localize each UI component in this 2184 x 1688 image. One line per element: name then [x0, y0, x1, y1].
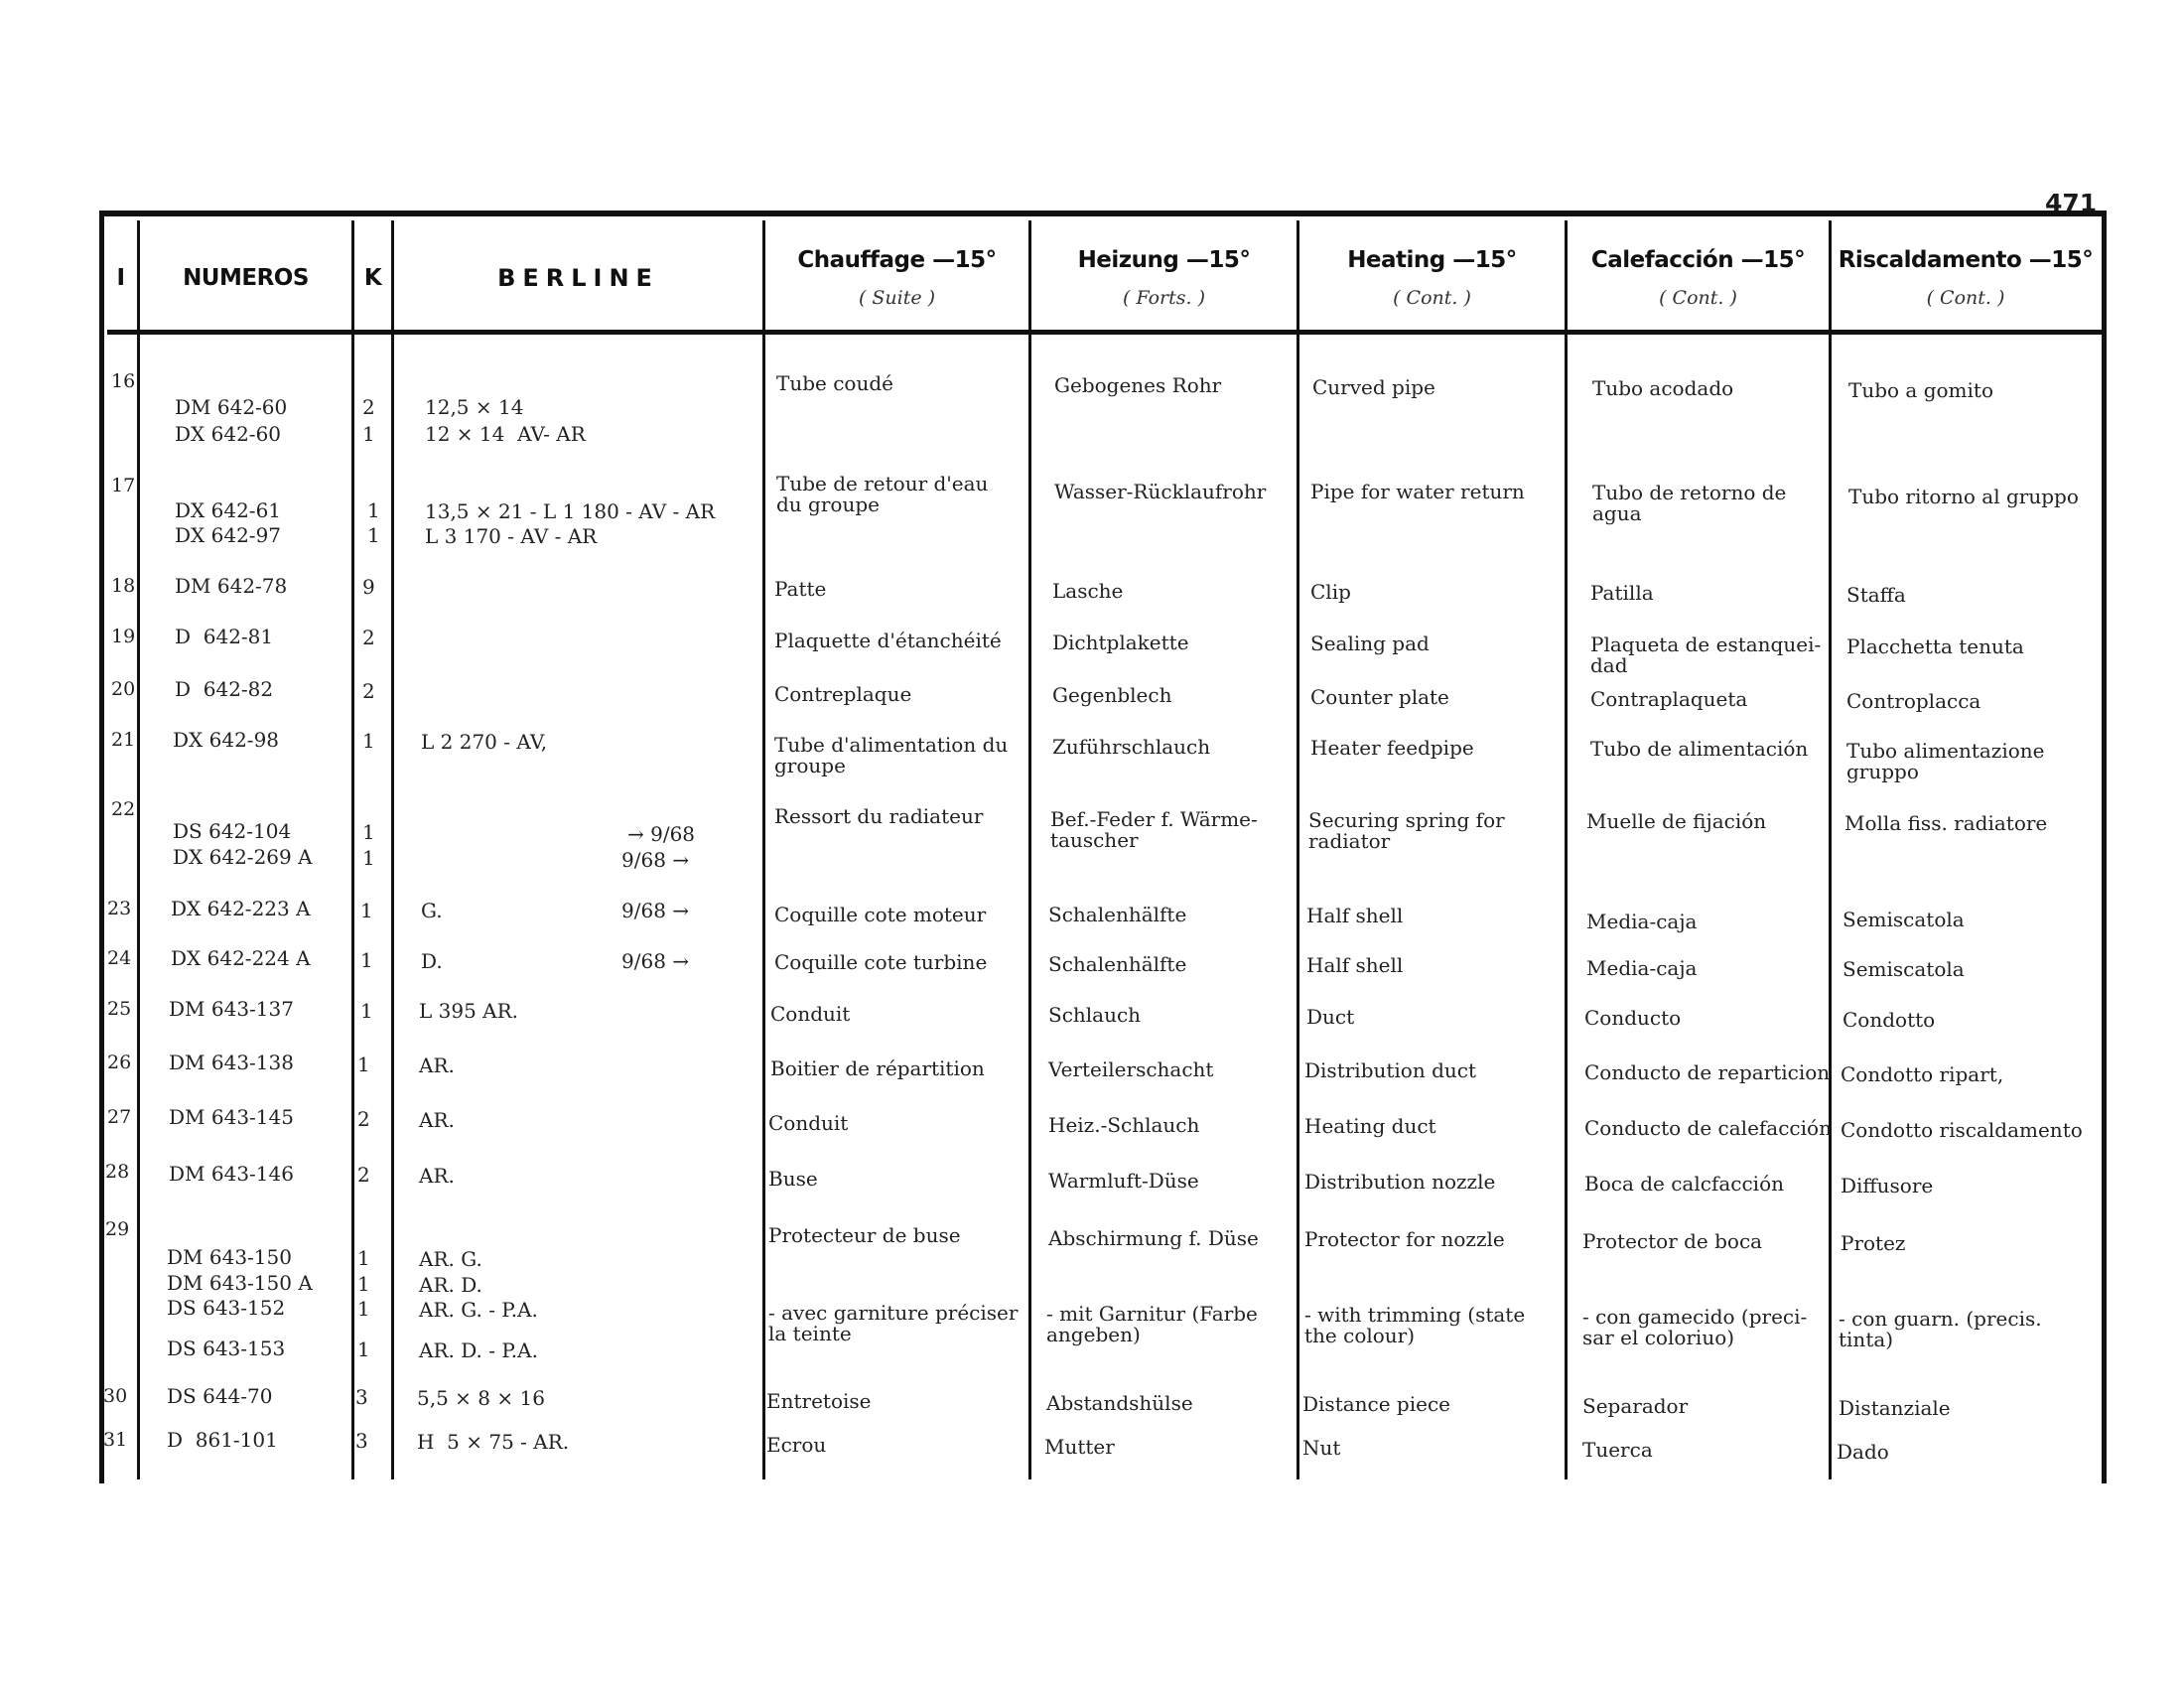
berline-spec: L 395 AR. — [419, 999, 519, 1023]
header-numeros: NUMEROS — [183, 265, 309, 291]
part-number: DX 642-224 A — [171, 946, 311, 970]
desc-italian: Tubo a gomito — [1848, 378, 1993, 402]
desc-italian: Molla fiss. radiatore — [1844, 811, 2048, 835]
desc-german: Gegenblech — [1052, 683, 1172, 707]
desc-italian: Protez — [1841, 1231, 1906, 1255]
desc-french: Protecteur de buse — [768, 1223, 961, 1247]
desc-english: Distribution nozzle — [1304, 1170, 1496, 1194]
desc-german: Dichtplakette — [1052, 631, 1189, 654]
row-index: 28 — [105, 1161, 130, 1183]
part-number: DM 643-150 — [167, 1245, 292, 1269]
part-number: DM 642-78 — [175, 574, 288, 598]
row-index: 21 — [111, 729, 136, 751]
header-index: I — [116, 265, 125, 291]
desc-french: Conduit — [770, 1002, 851, 1026]
header-french: Chauffage —15° ( Suite ) — [797, 247, 997, 309]
column-divider — [762, 220, 765, 1479]
part-number: DM 643-145 — [169, 1105, 294, 1129]
desc-french-note: - avec garniture préciser la teinte — [768, 1301, 1019, 1345]
desc-italian-note: - con guarn. (precis. tinta) — [1839, 1307, 2042, 1351]
row-index: 30 — [103, 1385, 128, 1407]
part-number: DS 644-70 — [167, 1384, 273, 1408]
desc-spanish: Conducto — [1584, 1006, 1682, 1030]
quantity: 1 — [357, 1053, 370, 1076]
berline-spec: 9/68 → — [621, 848, 690, 872]
row-index: 24 — [107, 947, 132, 969]
quantity: 1 — [362, 820, 375, 844]
header-spanish: Calefacción —15° ( Cont. ) — [1590, 247, 1806, 309]
part-number: DX 642-98 — [173, 728, 280, 752]
page-number: 471 — [2045, 189, 2098, 217]
quantity: 1 — [357, 1246, 370, 1270]
desc-spanish: Muelle de fijación — [1586, 809, 1767, 833]
desc-german: Heiz.-Schlauch — [1048, 1113, 1200, 1137]
desc-italian: Semiscatola — [1843, 908, 1965, 931]
column-divider — [1297, 220, 1299, 1479]
desc-german: Gebogenes Rohr — [1054, 373, 1222, 397]
desc-spanish: Plaqueta de estanquei- dad — [1590, 633, 1822, 677]
desc-german: Abschirmung f. Düse — [1048, 1226, 1259, 1250]
desc-italian: Tubo alimentazione gruppo — [1846, 739, 2045, 783]
desc-french: Tube de retour d'eau du groupe — [776, 472, 989, 516]
row-index: 19 — [111, 626, 136, 647]
column-divider — [351, 220, 354, 1479]
part-number: DM 643-138 — [169, 1051, 294, 1074]
part-number: D 861-101 — [167, 1428, 278, 1452]
desc-french: Plaquette d'étanchéité — [774, 629, 1002, 652]
desc-spanish: Tubo acodado — [1592, 376, 1734, 400]
column-divider — [391, 220, 394, 1479]
quantity: 1 — [357, 1272, 370, 1296]
desc-italian: Condotto — [1843, 1008, 1936, 1032]
quantity: 1 — [362, 846, 375, 870]
quantity: 2 — [362, 626, 375, 649]
desc-italian: Condotto ripart, — [1841, 1062, 2004, 1086]
berline-spec: 12 × 14 AV- AR — [425, 422, 586, 446]
header-english: Heating —15° ( Cont. ) — [1347, 247, 1517, 309]
header-k: K — [363, 265, 382, 291]
row-index: 25 — [107, 998, 132, 1020]
row-index: 27 — [107, 1106, 132, 1128]
berline-spec: H 5 × 75 - AR. — [417, 1430, 570, 1454]
desc-german: Bef.-Feder f. Wärme- tauscher — [1050, 807, 1258, 852]
desc-spanish: Tubo de retorno de agua — [1592, 481, 1787, 525]
row-index: 20 — [111, 678, 136, 700]
quantity: 1 — [360, 948, 373, 972]
quantity: 1 — [362, 422, 375, 446]
header-german: Heizung —15° ( Forts. ) — [1077, 247, 1251, 309]
desc-spanish: Boca de calcfacción — [1584, 1172, 1784, 1196]
desc-french: Contreplaque — [774, 682, 912, 706]
desc-english: Distance piece — [1302, 1392, 1451, 1416]
desc-french: Coquille cote moteur — [774, 903, 987, 926]
desc-italian: Tubo ritorno al gruppo — [1848, 485, 2079, 508]
berline-spec: L 3 170 - AV - AR — [425, 524, 598, 548]
desc-english: Duct — [1306, 1005, 1355, 1029]
column-divider — [1028, 220, 1031, 1479]
desc-german: Warmluft-Düse — [1048, 1169, 1199, 1193]
desc-english: Half shell — [1306, 904, 1404, 927]
desc-spanish: Separador — [1582, 1394, 1689, 1418]
quantity: 2 — [357, 1163, 370, 1187]
desc-spanish: Tuerca — [1582, 1438, 1653, 1462]
desc-french: Boitier de répartition — [770, 1056, 985, 1080]
desc-spanish: Conducto de calefacción — [1584, 1116, 1832, 1140]
quantity: 1 — [367, 523, 380, 547]
desc-italian: Staffa — [1846, 583, 1906, 607]
quantity: 3 — [355, 1429, 368, 1453]
header-italian: Riscaldamento —15° ( Cont. ) — [1838, 247, 2094, 309]
row-index: 17 — [111, 475, 136, 496]
quantity: 9 — [362, 575, 375, 599]
quantity: 2 — [362, 679, 375, 703]
berline-spec: 5,5 × 8 × 16 — [417, 1386, 545, 1410]
desc-english: Pipe for water return — [1310, 480, 1525, 503]
row-index: 23 — [107, 898, 132, 919]
desc-spanish: Conducto de reparticion — [1584, 1060, 1831, 1084]
berline-spec: D. — [421, 949, 443, 973]
part-number: D 642-81 — [175, 625, 274, 648]
desc-english: Curved pipe — [1312, 375, 1435, 399]
berline-spec: AR. D. — [419, 1273, 482, 1297]
quantity: 1 — [357, 1297, 370, 1321]
berline-spec: G. — [421, 899, 443, 922]
desc-spanish: Tubo de alimentación — [1590, 737, 1809, 761]
quantity: 1 — [360, 899, 373, 922]
desc-german: Zuführschlauch — [1052, 735, 1211, 759]
quantity: 1 — [362, 729, 375, 753]
desc-german: Lasche — [1052, 579, 1124, 603]
desc-spanish: Protector de boca — [1582, 1229, 1763, 1253]
desc-italian: Condotto riscaldamento — [1841, 1118, 2083, 1142]
part-number: DX 642-269 A — [173, 845, 313, 869]
part-number: DX 642-223 A — [171, 897, 311, 920]
desc-french: Tube d'alimentation du groupe — [774, 733, 1009, 777]
desc-german: Schlauch — [1048, 1003, 1142, 1027]
berline-spec: 9/68 → — [621, 899, 690, 922]
row-index: 26 — [107, 1052, 132, 1073]
berline-spec: AR. — [419, 1054, 455, 1077]
desc-german: Schalenhälfte — [1048, 903, 1187, 926]
desc-italian: Dado — [1837, 1440, 1889, 1464]
part-number: DS 642-104 — [173, 819, 292, 843]
berline-spec: → 9/68 — [627, 822, 696, 846]
quantity: 1 — [357, 1337, 370, 1361]
desc-english: Protector for nozzle — [1304, 1227, 1505, 1251]
berline-spec: AR. G. - P.A. — [419, 1298, 538, 1322]
row-index: 16 — [111, 370, 136, 392]
desc-spanish-note: - con gamecido (preci- sar el coloriuo) — [1582, 1305, 1808, 1349]
desc-french: Tube coudé — [776, 371, 893, 395]
desc-french: Ressort du radiateur — [774, 804, 984, 828]
berline-spec: AR. — [419, 1164, 455, 1188]
desc-english: Securing spring for radiator — [1308, 808, 1505, 853]
desc-spanish: Patilla — [1590, 581, 1654, 605]
berline-spec: AR. — [419, 1108, 455, 1132]
desc-german: Mutter — [1044, 1435, 1115, 1459]
part-number: DM 643-137 — [169, 997, 294, 1021]
desc-italian: Diffusore — [1841, 1174, 1934, 1197]
desc-english-note: - with trimming (state the colour) — [1304, 1303, 1526, 1347]
desc-english: Nut — [1302, 1436, 1341, 1460]
part-number: DX 642-61 — [175, 498, 282, 522]
desc-english: Heating duct — [1304, 1114, 1436, 1138]
part-number: DX 642-60 — [175, 422, 282, 446]
desc-spanish: Media-caja — [1586, 956, 1698, 980]
row-index: 29 — [105, 1218, 130, 1240]
column-divider — [1565, 220, 1568, 1479]
part-number: DX 642-97 — [175, 523, 282, 547]
header-rule — [107, 330, 2107, 335]
desc-english: Heater feedpipe — [1310, 736, 1474, 760]
desc-german: Verteilerschacht — [1048, 1057, 1214, 1081]
part-number: DM 643-146 — [169, 1162, 294, 1186]
desc-german: Wasser-Rücklaufrohr — [1054, 480, 1267, 503]
column-divider — [1829, 220, 1832, 1479]
desc-german: Schalenhälfte — [1048, 952, 1187, 976]
desc-french: Entretoise — [766, 1389, 872, 1413]
desc-german: Abstandshülse — [1046, 1391, 1193, 1415]
desc-english: Half shell — [1306, 953, 1404, 977]
berline-spec: L 2 270 - AV, — [421, 730, 548, 754]
desc-german-note: - mit Garnitur (Farbe angeben) — [1046, 1302, 1258, 1346]
desc-italian: Semiscatola — [1843, 957, 1965, 981]
header-berline: BERLINE — [497, 264, 659, 292]
quantity: 2 — [362, 395, 375, 419]
desc-english: Counter plate — [1310, 685, 1449, 709]
part-number: DS 643-153 — [167, 1336, 286, 1360]
column-divider — [137, 220, 140, 1479]
desc-english: Clip — [1310, 580, 1351, 604]
desc-spanish: Contraplaqueta — [1590, 687, 1748, 711]
berline-spec: 12,5 × 14 — [425, 395, 524, 419]
quantity: 2 — [357, 1107, 370, 1131]
part-number: DM 642-60 — [175, 395, 288, 419]
quantity: 1 — [367, 498, 380, 522]
desc-french: Buse — [768, 1167, 818, 1191]
quantity: 1 — [360, 999, 373, 1023]
part-number: D 642-82 — [175, 677, 274, 701]
desc-italian: Controplacca — [1846, 689, 1981, 713]
berline-spec: AR. D. - P.A. — [419, 1338, 538, 1362]
berline-spec: 9/68 → — [621, 949, 690, 973]
desc-italian: Distanziale — [1839, 1396, 1951, 1420]
berline-spec: AR. G. — [419, 1247, 482, 1271]
desc-english: Sealing pad — [1310, 632, 1430, 655]
berline-spec: 13,5 × 21 - L 1 180 - AV - AR — [425, 499, 716, 523]
desc-french: Patte — [774, 577, 827, 601]
desc-french: Coquille cote turbine — [774, 950, 988, 974]
quantity: 3 — [355, 1385, 368, 1409]
row-index: 31 — [103, 1429, 128, 1451]
desc-english: Distribution duct — [1304, 1058, 1477, 1082]
desc-french: Conduit — [768, 1111, 849, 1135]
part-number: DS 643-152 — [167, 1296, 286, 1320]
desc-spanish: Media-caja — [1586, 910, 1698, 933]
desc-italian: Placchetta tenuta — [1846, 634, 2024, 658]
part-number: DM 643-150 A — [167, 1271, 313, 1295]
row-index: 18 — [111, 575, 136, 597]
desc-french: Ecrou — [766, 1433, 827, 1457]
row-index: 22 — [111, 798, 136, 820]
